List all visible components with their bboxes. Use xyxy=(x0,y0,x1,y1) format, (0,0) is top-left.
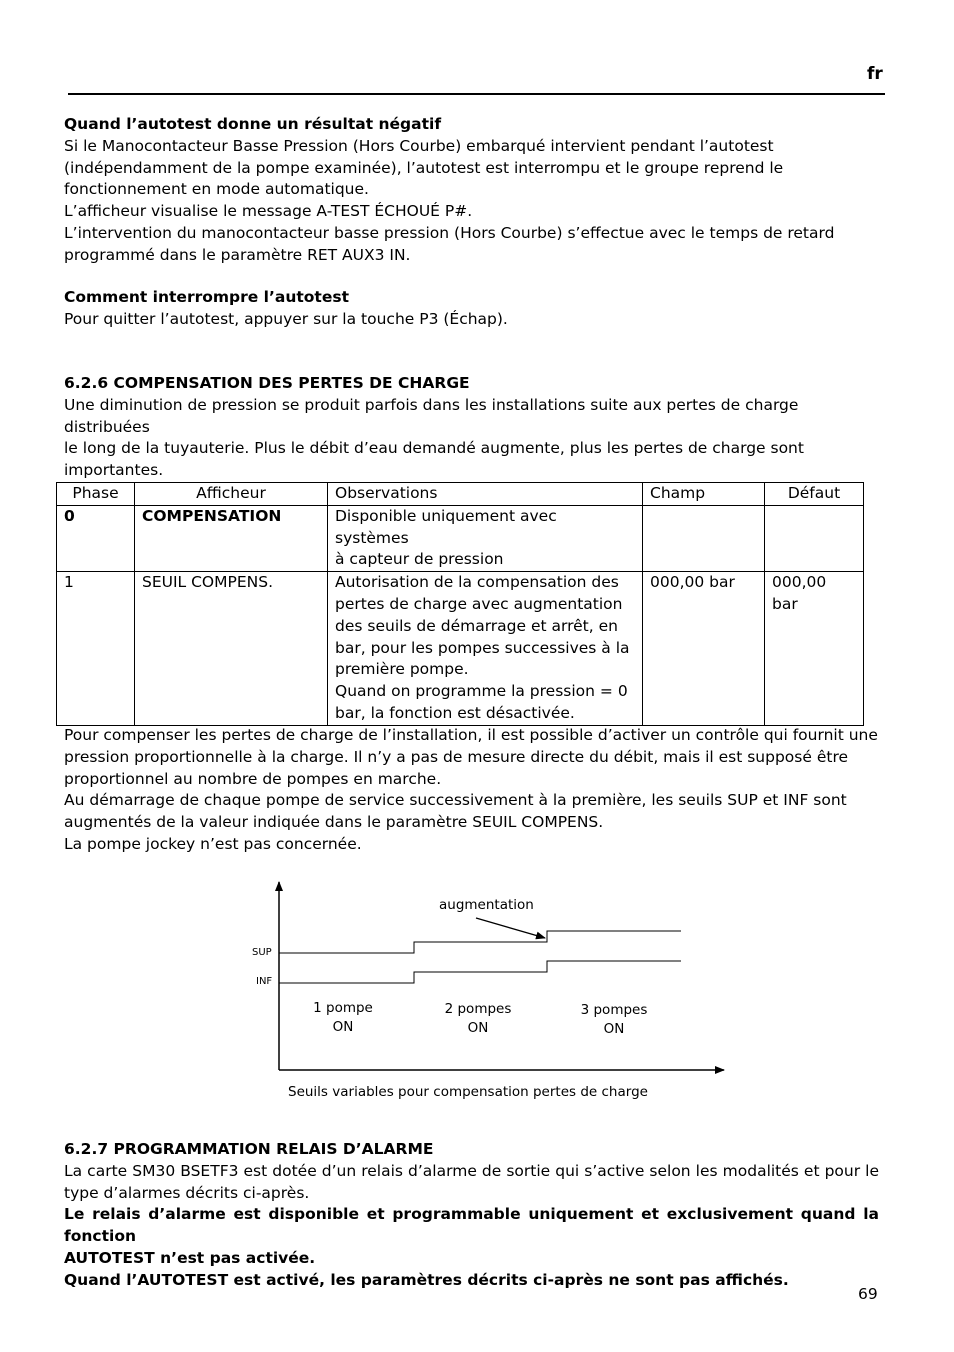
section-title: Comment interrompre l’autotest xyxy=(64,288,349,306)
obs-line: Quand on programme la pression = 0 xyxy=(335,682,628,701)
pump3-state: ON xyxy=(603,1021,625,1037)
paragraph-line: importantes. xyxy=(64,461,164,480)
cell-observations xyxy=(328,505,643,571)
section-compensation-text xyxy=(64,725,882,856)
default-line: 000,00 xyxy=(772,573,827,592)
bold-notice-line: Quand l’AUTOTEST est activé, les paramètres décrits ci-après ne sont pas affichés. xyxy=(64,1270,789,1289)
paragraph-line: le long de la tuyauterie. Plus le débit d’eau demandé augmente, plus les pertes de charge sont xyxy=(64,439,804,458)
inf-threshold-line xyxy=(279,961,681,983)
paragraph-line: Pour quitter l’autotest, appuyer sur la touche P3 (Échap). xyxy=(64,309,508,328)
pump1-label: 1 pompe xyxy=(313,1000,373,1016)
paragraph-line: type d’alarmes décrits ci-après. xyxy=(64,1183,310,1202)
bold-notice-line: AUTOTEST n’est pas activée. xyxy=(64,1248,316,1267)
paragraph-line: augmentés de la valeur indiquée dans le paramètre SEUIL COMPENS. xyxy=(64,813,604,832)
header-observations: Observations xyxy=(328,483,643,506)
table-row xyxy=(57,572,864,726)
section-heading: 6.2.6 COMPENSATION DES PERTES DE CHARGE xyxy=(64,374,470,392)
parameter-table xyxy=(56,482,864,726)
language-label: fr xyxy=(867,64,883,84)
obs-line: pertes de charge avec augmentation xyxy=(335,594,623,613)
section-6-2-7 xyxy=(64,1139,879,1292)
sup-label: SUP xyxy=(252,947,272,958)
cell-default xyxy=(765,572,864,726)
header-display: Afficheur xyxy=(135,483,328,506)
paragraph-line: La carte SM30 BSETF3 est dotée d’un relais d’alarme de sortie qui s’active selon les modalités et pour le xyxy=(64,1161,879,1180)
default-line: bar xyxy=(772,594,798,613)
section-title: Quand l’autotest donne un résultat négatif xyxy=(64,115,442,133)
obs-line: bar, la fonction est désactivée. xyxy=(335,703,575,722)
paragraph-line: programmé dans le paramètre RET AUX3 IN. xyxy=(64,245,411,264)
paragraph-line: (indépendamment de la pompe examinée), l’autotest est interrompu et le groupe reprend le xyxy=(64,158,784,177)
paragraph-line: Au démarrage de chaque pompe de service successivement à la première, les seuils SUP et INF sont xyxy=(64,791,847,810)
paragraph-line: Si le Manocontacteur Basse Pression (Hors Courbe) embarqué intervient pendant l’autotest xyxy=(64,136,774,155)
paragraph-line: L’afficheur visualise le message A-TEST ÉCHOUÉ P#. xyxy=(64,202,473,221)
section-heading: 6.2.7 PROGRAMMATION RELAIS D’ALARME xyxy=(64,1140,434,1158)
paragraph-line: La pompe jockey n’est pas concernée. xyxy=(64,834,362,853)
annotation-arrow xyxy=(476,918,545,938)
diagram-caption: Seuils variables pour compensation pertes de charge xyxy=(288,1084,648,1100)
header-phase: Phase xyxy=(57,483,135,506)
section-interrupt xyxy=(64,287,882,331)
cell-phase: 1 xyxy=(57,572,135,726)
annotation-label: augmentation xyxy=(439,897,534,913)
cell-display: COMPENSATION xyxy=(135,505,328,571)
inf-label: INF xyxy=(256,976,273,987)
pump2-label: 2 pompes xyxy=(444,1001,512,1017)
table-header-row xyxy=(57,483,864,506)
section-autotest-negative xyxy=(64,114,882,267)
cell-display: SEUIL COMPENS. xyxy=(135,572,328,726)
cell-observations xyxy=(328,572,643,726)
cell-phase: 0 xyxy=(57,505,135,571)
table-row xyxy=(57,505,864,571)
paragraph-line: L’intervention du manocontacteur basse pression (Hors Courbe) s’effectue avec le temps de retard xyxy=(64,223,835,242)
pump2-state: ON xyxy=(467,1020,489,1036)
paragraph-line: fonctionnement en mode automatique. xyxy=(64,180,369,199)
obs-line: Autorisation de la compensation des xyxy=(335,573,619,592)
header-default: Défaut xyxy=(765,483,864,506)
paragraph-line: Une diminution de pression se produit parfois dans les installations suite aux pertes de charge distribuées xyxy=(64,395,799,436)
obs-line: à capteur de pression xyxy=(335,550,504,569)
pump3-label: 3 pompes xyxy=(580,1002,648,1018)
paragraph-line: proportionnel au nombre de pompes en marche. xyxy=(64,769,442,788)
pump1-state: ON xyxy=(332,1019,354,1035)
obs-line: bar, pour les pompes successives à la xyxy=(335,638,630,657)
cell-range xyxy=(643,505,765,571)
page-number: 69 xyxy=(858,1285,878,1303)
paragraph-line: pression proportionnelle à la charge. Il n’y a pas de mesure directe du débit, mais il est supposé être xyxy=(64,747,849,766)
paragraph-line: Pour compenser les pertes de charge de l’installation, il est possible d’activer un contrôle qui fournit une xyxy=(64,726,878,744)
cell-range: 000,00 bar xyxy=(643,572,765,726)
header-rule xyxy=(68,93,885,95)
sup-threshold-line xyxy=(279,931,681,953)
section-6-2-6 xyxy=(64,373,882,482)
bold-notice-line: Le relais d’alarme est disponible et programmable uniquement et exclusivement quand la fonction xyxy=(64,1205,879,1246)
obs-line: première pompe. xyxy=(335,660,469,679)
obs-line: des seuils de démarrage et arrêt, en xyxy=(335,616,618,635)
obs-line: Disponible uniquement avec systèmes xyxy=(335,506,557,547)
cell-default xyxy=(765,505,864,571)
header-range: Champ xyxy=(643,483,765,506)
